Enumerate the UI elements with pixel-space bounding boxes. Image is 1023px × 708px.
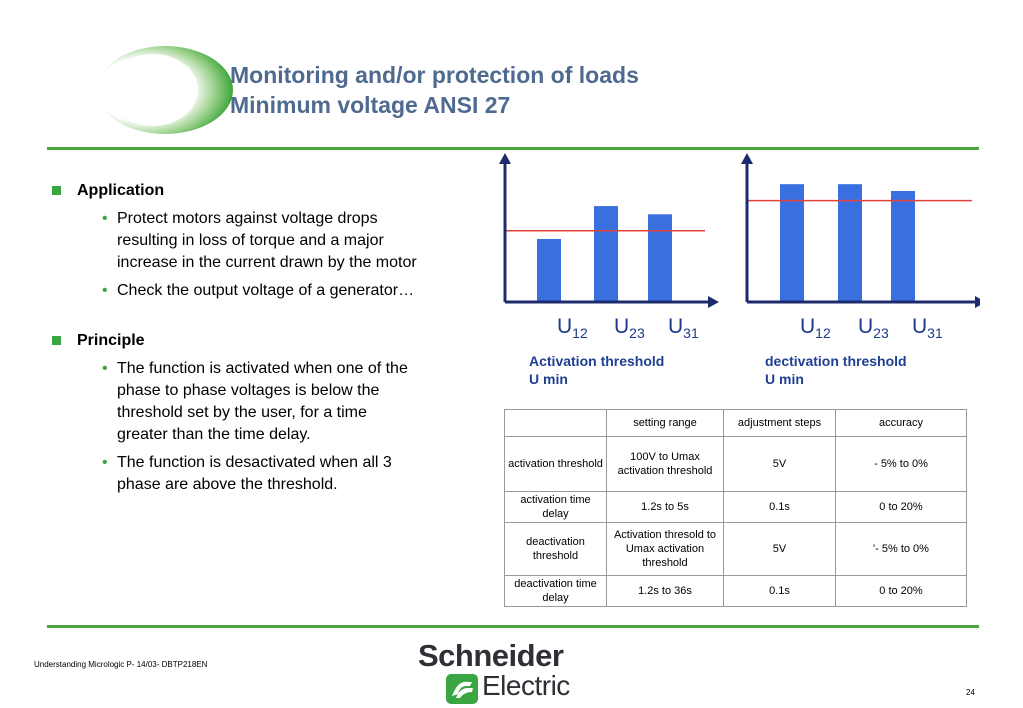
table-cell: 0 to 20% bbox=[836, 576, 967, 607]
bullet-item: • Check the output voltage of a generator… bbox=[52, 280, 422, 302]
bullet-dot-icon: • bbox=[102, 454, 108, 471]
settings-table bbox=[504, 409, 967, 607]
page-number: 24 bbox=[966, 688, 975, 697]
title-line-2: Minimum voltage ANSI 27 bbox=[230, 92, 511, 118]
table-cell: Activation thresold to Umax activation threshold bbox=[607, 523, 724, 576]
page-title bbox=[230, 60, 790, 120]
bar-u12 bbox=[537, 239, 561, 302]
table-cell: 5V bbox=[724, 523, 836, 576]
table-header-cell: adjustment steps bbox=[724, 410, 836, 437]
table-cell: 0 to 20% bbox=[836, 492, 967, 523]
bullet-dot-icon: • bbox=[102, 360, 108, 377]
table-header-row bbox=[505, 410, 967, 437]
table-cell: 0.1s bbox=[724, 492, 836, 523]
footer-divider bbox=[47, 625, 979, 628]
bar-u12 bbox=[780, 184, 804, 302]
bar-u23 bbox=[594, 206, 618, 302]
bar-u31 bbox=[891, 191, 915, 302]
table-cell: 5V bbox=[724, 437, 836, 492]
table-cell: 1.2s to 36s bbox=[607, 576, 724, 607]
table-header-cell bbox=[505, 410, 607, 437]
table-cell: activation time delay bbox=[505, 492, 607, 523]
table-row bbox=[505, 523, 967, 576]
bullet-dot-icon: • bbox=[102, 282, 108, 299]
bar-u31 bbox=[648, 214, 672, 302]
bullet-item: • The function is desactivated when all 3 phase are above the threshold. bbox=[102, 454, 392, 493]
table-cell: '- 5% to 0% bbox=[836, 523, 967, 576]
x-axis-arrow-icon bbox=[975, 296, 980, 308]
table-header-cell: setting range bbox=[607, 410, 724, 437]
table-cell: deactivation threshold bbox=[505, 523, 607, 576]
phase-label-u31: $U_{31}$ bbox=[912, 315, 943, 342]
x-axis-arrow-icon bbox=[708, 296, 719, 308]
footer-document-reference: Understanding Micrologic P- 14/03- DBTP218EN bbox=[34, 660, 208, 669]
section-heading-principle: Principle bbox=[52, 330, 422, 352]
table-row bbox=[505, 576, 967, 607]
phase-label-u23: $U_{23}$ bbox=[858, 315, 889, 342]
table-cell: activation threshold bbox=[505, 437, 607, 492]
bullet-dot-icon: • bbox=[102, 210, 108, 227]
table-cell: 1.2s to 5s bbox=[607, 492, 724, 523]
table-cell: 0.1s bbox=[724, 576, 836, 607]
section-heading-application: Application bbox=[52, 180, 422, 202]
left-text-column bbox=[52, 180, 422, 496]
bullet-item: • Protect motors against voltage drops resulting in loss of torque and a major increase in the current drawn by the motor bbox=[102, 210, 417, 271]
square-bullet-icon bbox=[52, 186, 61, 195]
bar-u23 bbox=[838, 184, 862, 302]
table-row bbox=[505, 437, 967, 492]
decorative-green-oval bbox=[95, 45, 235, 135]
table-cell: 100V to Umax activation threshold bbox=[607, 437, 724, 492]
table-cell: - 5% to 0% bbox=[836, 437, 967, 492]
schneider-electric-logo: Schneider Electric bbox=[418, 638, 588, 706]
phase-label-u31: $U_{31}$ bbox=[668, 315, 699, 342]
table-cell: deactivation time delay bbox=[505, 576, 607, 607]
y-axis-arrow-icon bbox=[499, 153, 511, 164]
title-line-1: Monitoring and/or protection of loads bbox=[230, 62, 639, 88]
schneider-logo-mark-icon bbox=[446, 674, 478, 704]
phase-label-u12: $U_{12}$ bbox=[557, 315, 588, 342]
activation-threshold-caption: Activation threshold U min bbox=[529, 353, 665, 387]
phase-label-u12: $U_{12}$ bbox=[800, 315, 831, 342]
y-axis-arrow-icon bbox=[741, 153, 753, 164]
square-bullet-icon bbox=[52, 336, 61, 345]
bullet-item: • The function is activated when one of the phase to phase voltages is below the threshold set by the user, for a time greater than the time delay. bbox=[102, 360, 408, 443]
deactivation-threshold-caption: dectivation threshold U min bbox=[765, 353, 907, 387]
table-row bbox=[505, 492, 967, 523]
table-header-cell: accuracy bbox=[836, 410, 967, 437]
phase-label-u23: $U_{23}$ bbox=[614, 315, 645, 342]
